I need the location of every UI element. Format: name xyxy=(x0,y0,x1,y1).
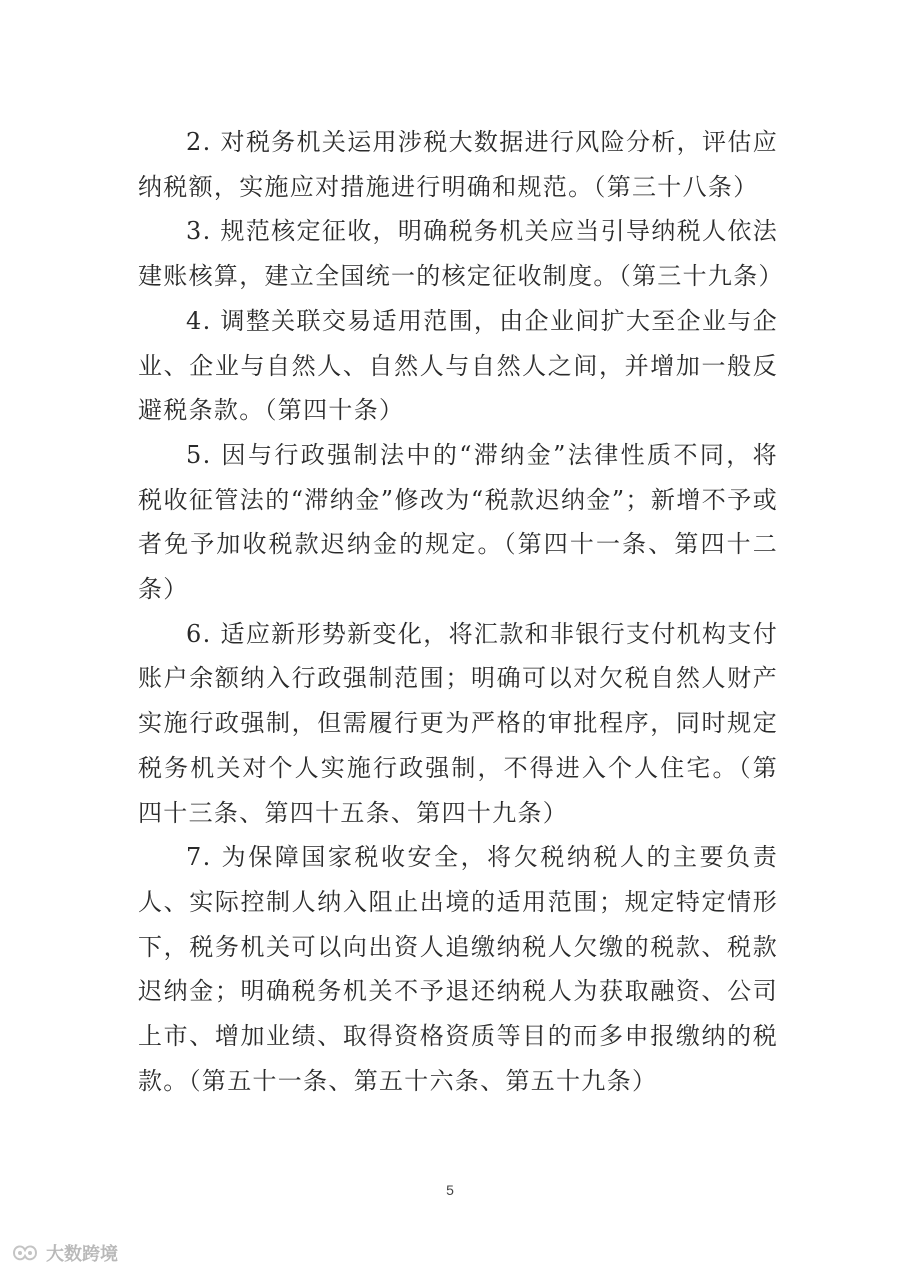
page-number: 5 xyxy=(446,1182,454,1198)
brand-logo-icon xyxy=(10,1242,40,1264)
paragraph-4: 4. 调整关联交易适用范围，由企业间扩大至企业与企业、企业与自然人、自然人与自然人之间，并增加一般反避税条款。（第四十条） xyxy=(138,306,778,425)
paragraph-6: 6. 适应新形势新变化，将汇款和非银行支付机构支付账户余额纳入行政强制范围；明确可以对欠税自然人财产实施行政强制，但需履行更为严格的审批程序，同时规定税务机关对个人实施行政强制，不得进入个人住宅。（第四十三条、第四十五条、第四十九条） xyxy=(138,619,778,827)
paragraph-5: 5. 因与行政强制法中的“滞纳金”法律性质不同，将税收征管法的“滞纳金”修改为“税款迟纳金”；新增不予或者免予加收税款迟纳金的规定。（第四十一条、第四十二条） xyxy=(138,440,778,604)
watermark xyxy=(10,1240,118,1266)
paragraph-2: 2. 对税务机关运用涉税大数据进行风险分析，评估应纳税额，实施应对措施进行明确和规范。（第三十八条） xyxy=(138,128,778,201)
watermark-text: 大数跨境 xyxy=(46,1244,118,1265)
paragraph-7: 7. 为保障国家税收安全，将欠税纳税人的主要负责人、实际控制人纳入阻止出境的适用范围；规定特定情形下，税务机关可以向出资人追缴纳税人欠缴的税款、税款迟纳金；明确税务机关不予退还纳税人为获取融资、公司上市、增加业绩、取得资格资质等目的而多申报缴纳的税款。（第五十一条、第五十六条、第五十九条） xyxy=(138,843,778,1095)
paragraph-3: 3. 规范核定征收，明确税务机关应当引导纳税人依法建账核算，建立全国统一的核定征收制度。（第三十九条） xyxy=(138,217,784,291)
document-body xyxy=(138,120,784,1103)
